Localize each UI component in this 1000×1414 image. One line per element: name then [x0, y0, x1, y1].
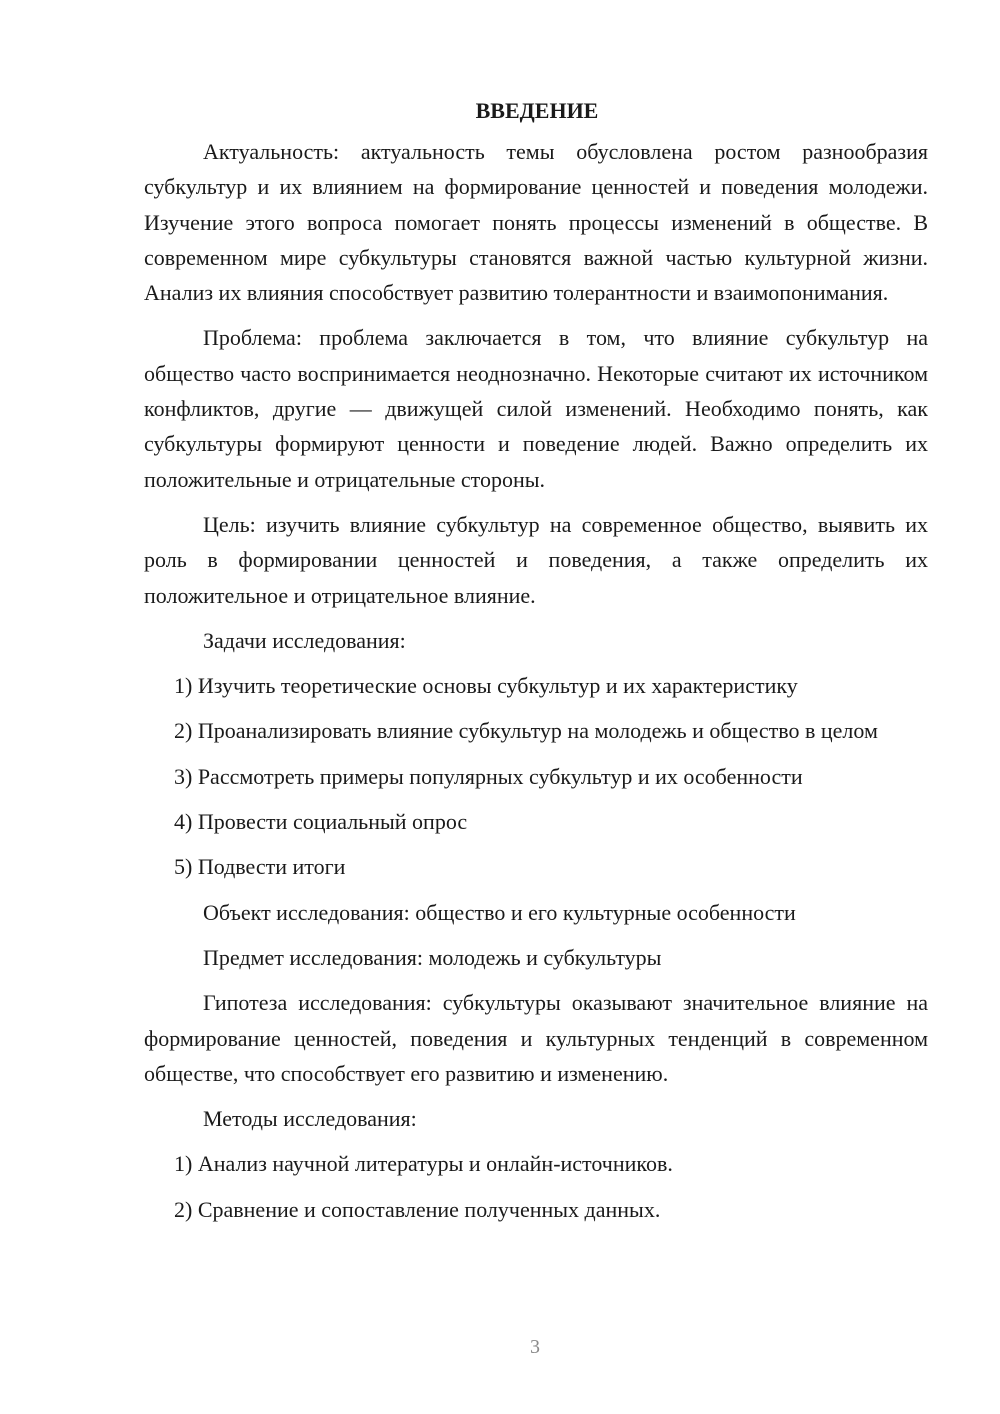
task-item-1: 1) Изучить теоретические основы субкультур и их характеристику: [174, 673, 798, 699]
document-page: [144, 96, 928, 1227]
problem-paragraph: Проблема: проблема заключается в том, что влияние субкультур на общество часто воспринимается неоднозначно. Некоторые считают их источником конфликтов, другие — движущей силой изменений. Необходимо понять, как субкультуры формируют ценности и поведение людей. Важно определить их положительные и отрицательные стороны.: [144, 325, 928, 492]
task-item-4: 4) Провести социальный опрос: [174, 809, 468, 835]
relevance-paragraph: Актуальность: актуальность темы обусловлена ростом разнообразия субкультур и их влиянием на формирование ценностей и поведения молодежи. Изучение этого вопроса помогает понять процессы изменений в обществе. В современном мире субкультуры становятся важной частью культурной жизни. Анализ их влияния способствует развитию толерантности и взаимопонимания.: [144, 139, 928, 306]
tasks-heading: Задачи исследования:: [203, 627, 406, 653]
task-item-2: 2) Проанализировать влияние субкультур на молодежь и общество в целом: [174, 718, 878, 744]
task-item-3: 3) Рассмотреть примеры популярных субкультур и их особенности: [174, 763, 803, 789]
methods-heading: Методы исследования:: [203, 1106, 417, 1132]
method-item-1: 1) Анализ научной литературы и онлайн-источников.: [174, 1151, 673, 1177]
research-object: Объект исследования: общество и его культурные особенности: [203, 899, 796, 925]
page-number: 3: [530, 1336, 540, 1358]
goal-paragraph: Цель: изучить влияние субкультур на современное общество, выявить их роль в формировании ценностей и поведения, а также определить их положительное и отрицательное влияние.: [144, 511, 928, 608]
task-item-5: 5) Подвести итоги: [174, 854, 346, 880]
method-item-2: 2) Сравнение и сопоставление полученных данных.: [174, 1196, 661, 1222]
section-title: ВВЕДЕНИЕ: [475, 98, 599, 123]
research-hypothesis: Гипотеза исследования: субкультуры оказывают значительное влияние на формирование ценностей, поведения и культурных тенденций в современном обществе, что способствует его развитию и изменению.: [144, 990, 928, 1086]
research-subject: Предмет исследования: молодежь и субкультуры: [203, 944, 662, 970]
